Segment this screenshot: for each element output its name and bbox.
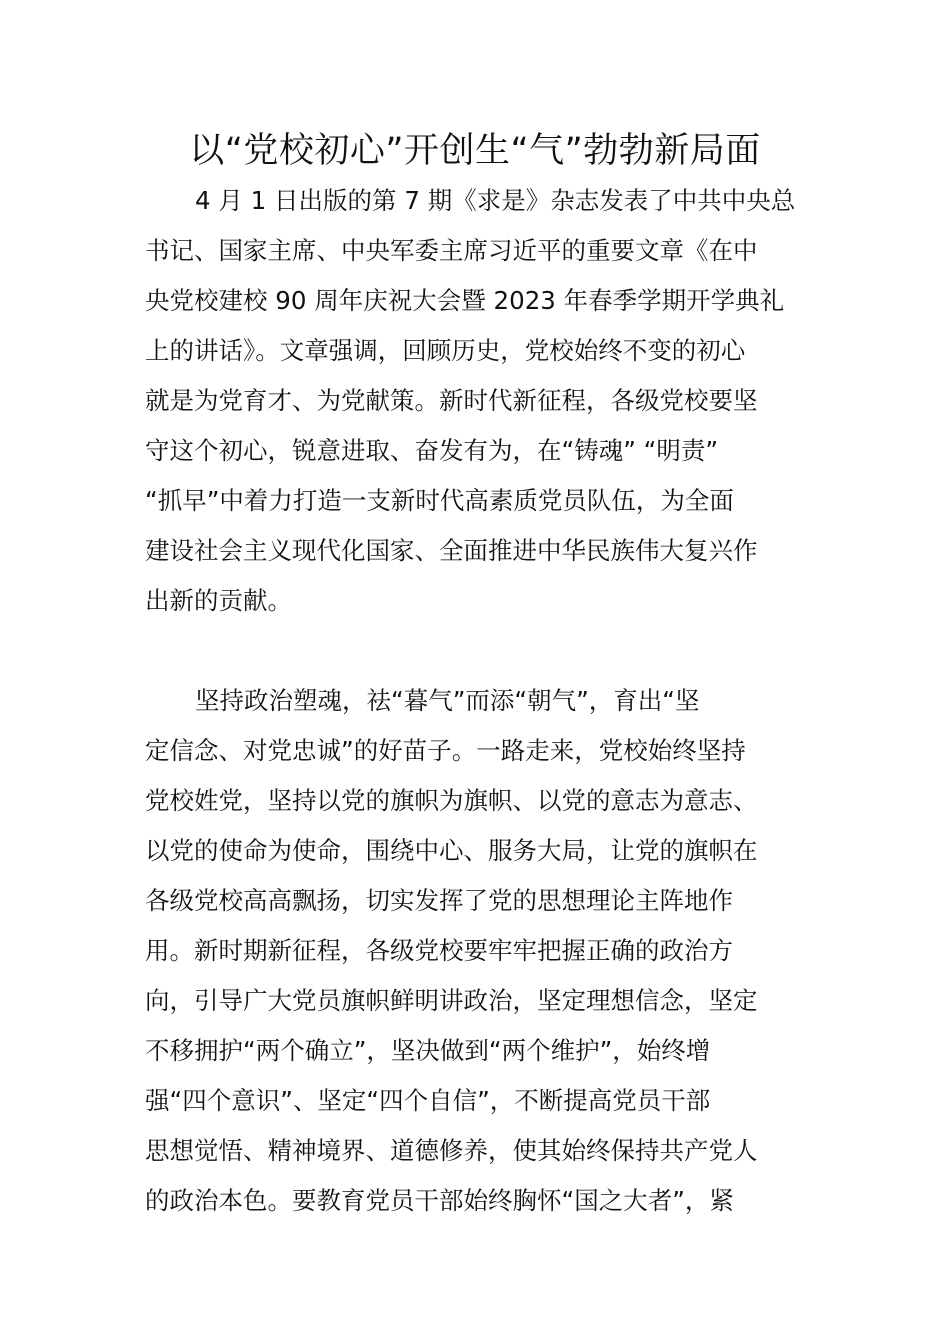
paragraph-line: 上的讲话》。文章强调，回顾历史，党校始终不变的初心 (145, 336, 746, 365)
paragraph-line: 定信念、对党忠诚”的好苗子。一路走来，党校始终坚持 (145, 736, 746, 765)
document-title: 以“党校初心”开创生“气”勃勃新局面 (189, 131, 761, 171)
paragraph-line: 央党校建校 90 周年庆祝大会暨 2023 年春季学期开学典礼 (145, 286, 785, 315)
paragraph-line: 强“四个意识”、坚定“四个自信”，不断提高党员干部 (145, 1086, 711, 1115)
paragraph-line: 建设社会主义现代化国家、全面推进中华民族伟大复兴作 (145, 536, 758, 565)
paragraph-line: 各级党校高高飘扬，切实发挥了党的思想理论主阵地作 (145, 886, 733, 915)
paragraph-line: 以党的使命为使命，围绕中心、服务大局，让党的旗帜在 (145, 836, 758, 865)
paragraph-line: “抓早”中着力打造一支新时代高素质党员队伍，为全面 (145, 486, 734, 515)
paragraph-line: 就是为党育才、为党献策。新时代新征程，各级党校要坚 (145, 386, 758, 415)
paragraph-line: 思想觉悟、精神境界、道德修养，使其始终保持共产党人 (145, 1136, 758, 1165)
paragraph-line: 党校姓党，坚持以党的旗帜为旗帜、以党的意志为意志、 (145, 786, 758, 815)
paragraph-line: 4 月 1 日出版的第 7 期《求是》杂志发表了中共中央总 (195, 186, 796, 215)
paragraph-line: 守这个初心，锐意进取、奋发有为，在“铸魂” “明责” (145, 436, 719, 465)
paragraph-line: 用。新时期新征程，各级党校要牢牢把握正确的政治方 (145, 936, 733, 965)
paragraph-line: 书记、国家主席、中央军委主席习近平的重要文章《在中 (145, 236, 758, 265)
paragraph-political (145, 676, 809, 1226)
paragraph-intro (145, 176, 809, 626)
paragraph-line: 的政治本色。要教育党员干部始终胸怀“国之大者”，紧 (145, 1186, 734, 1215)
paragraph-line: 不移拥护“两个确立”，坚决做到“两个维护”，始终增 (145, 1036, 711, 1065)
paragraph-line: 坚持政治塑魂，祛“暮气”而添“朝气”，育出“坚 (195, 686, 700, 715)
paragraph-line: 向，引导广大党员旗帜鲜明讲政治，坚定理想信念，坚定 (145, 986, 758, 1015)
paragraph-line: 出新的贡献。 (145, 586, 292, 615)
